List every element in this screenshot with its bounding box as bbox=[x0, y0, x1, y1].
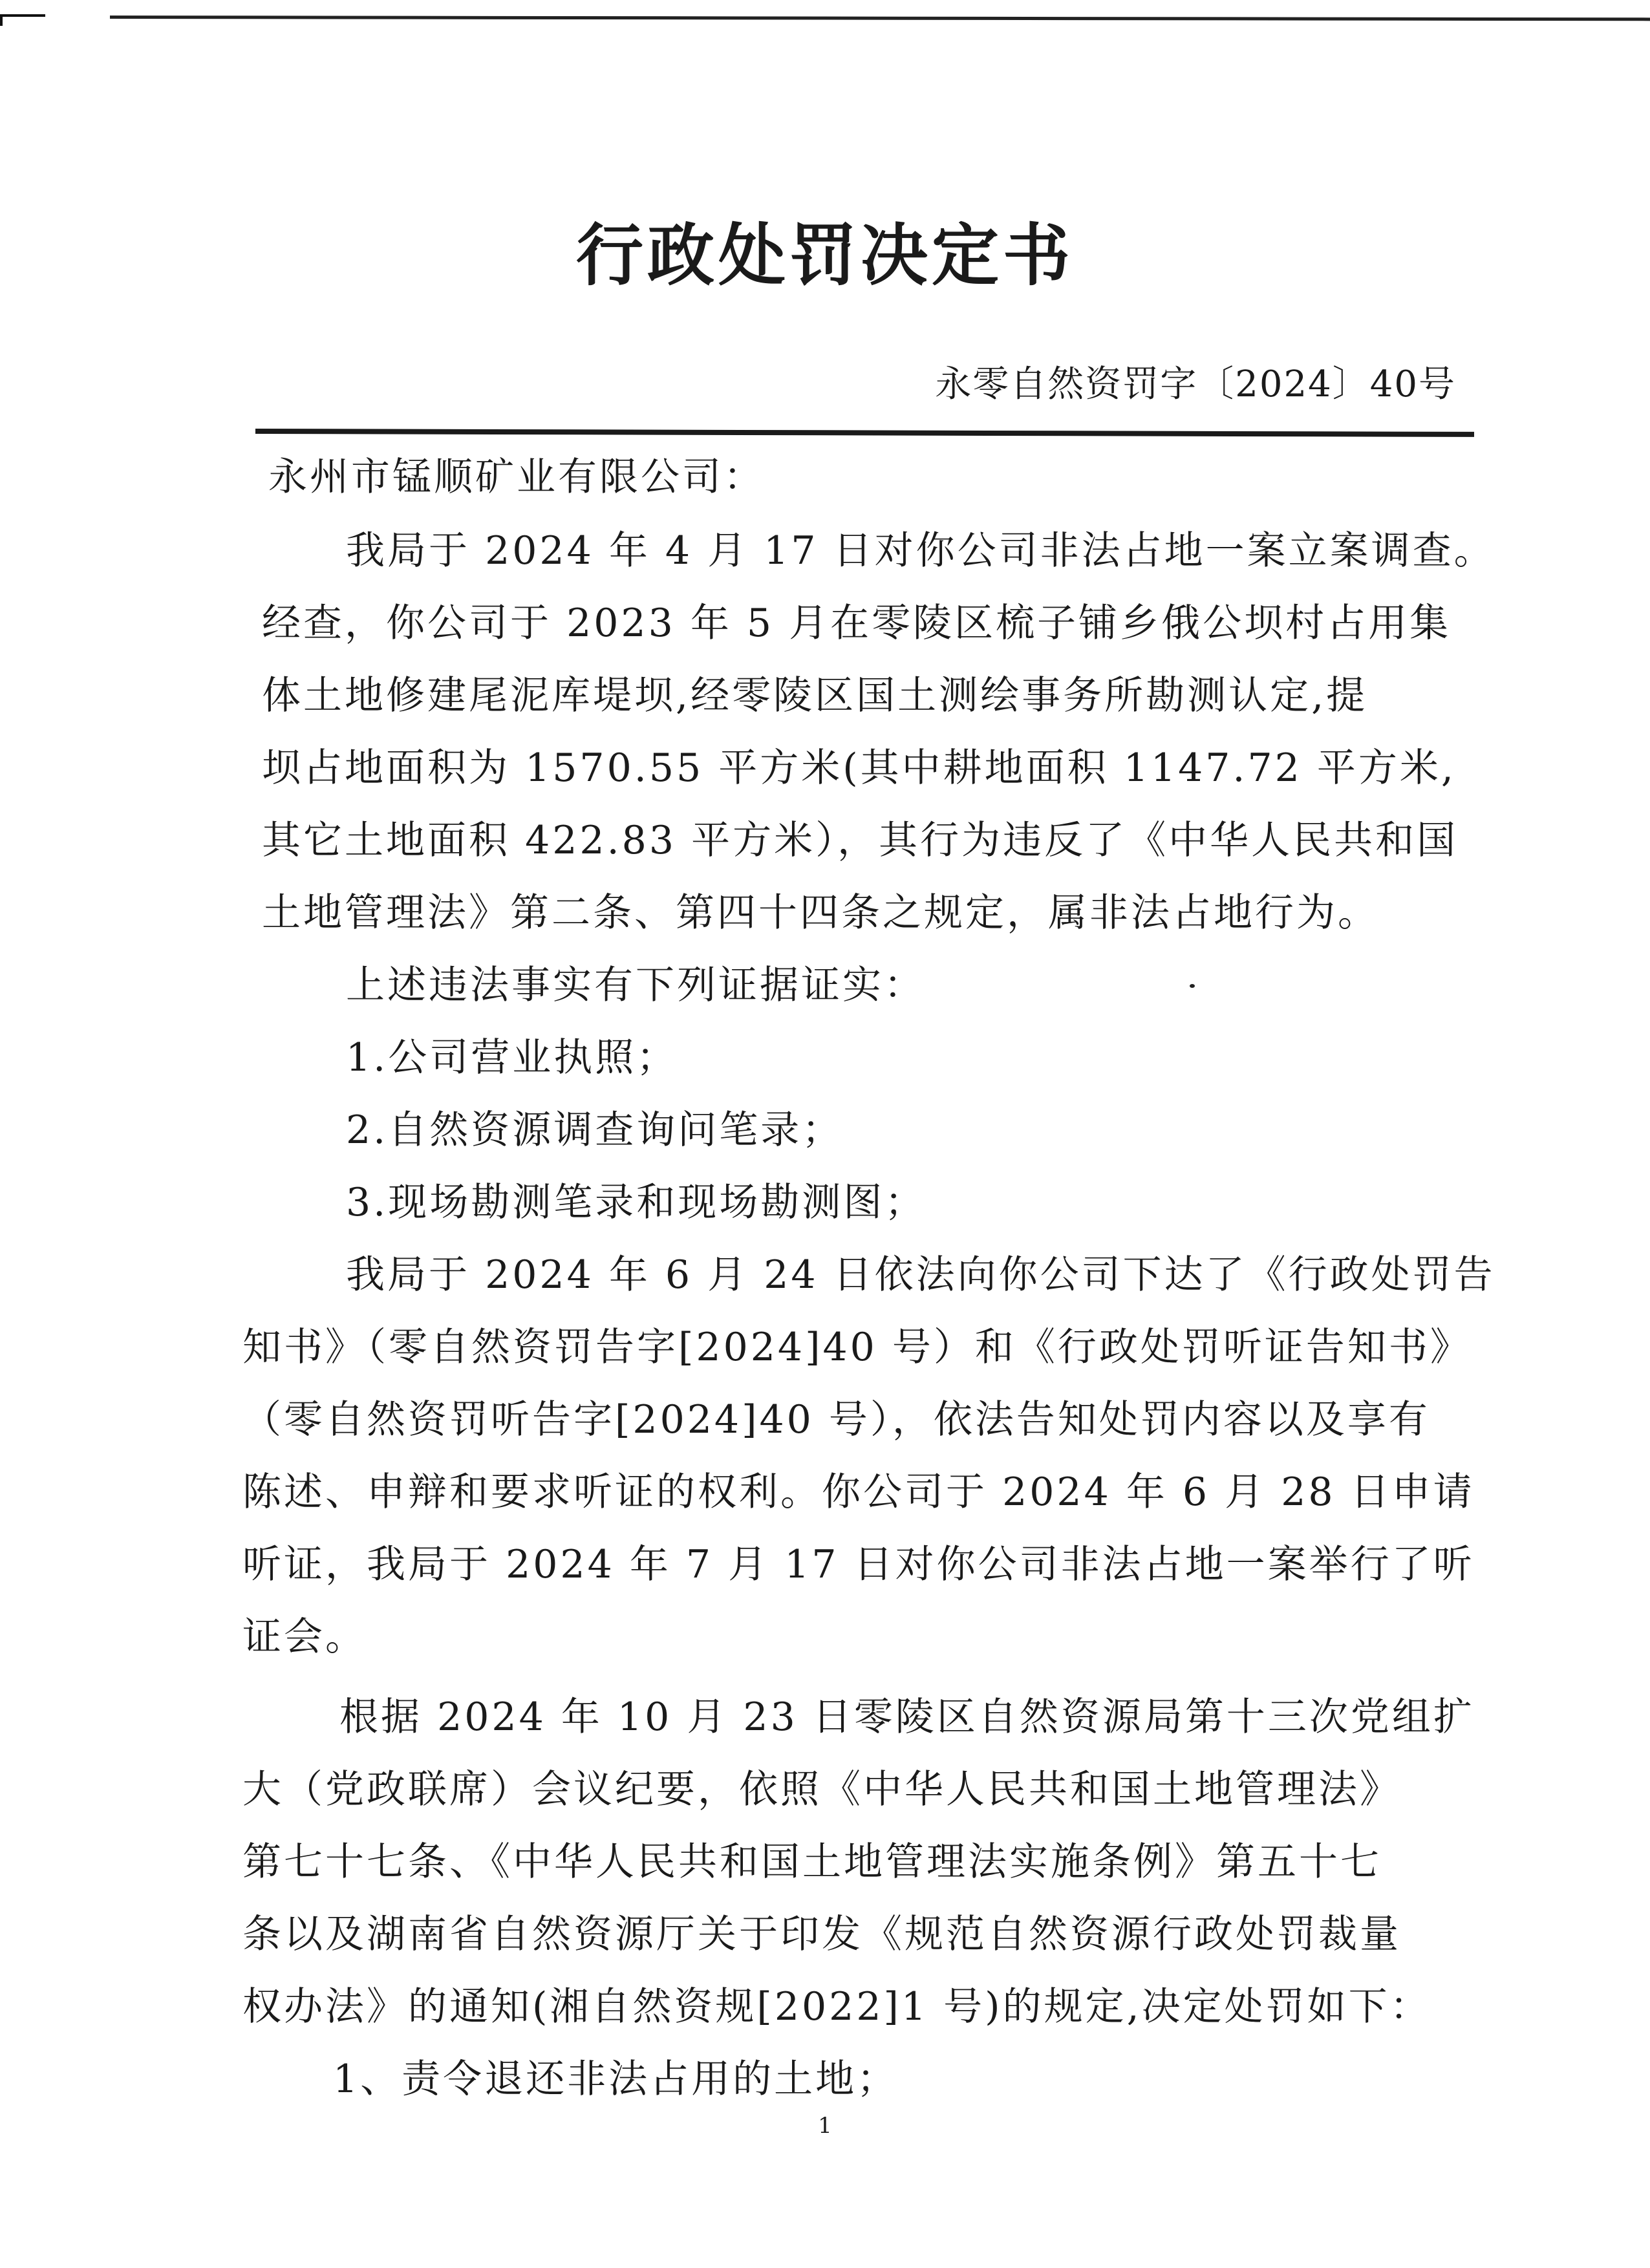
body-line: 我局于 2024 年 6 月 24 日依法向你公司下达了《行政处罚告 bbox=[346, 1252, 1495, 1298]
evidence-item: 2.自然资源调查询问笔录； bbox=[346, 1107, 844, 1153]
body-line: （零自然资罚听告字[2024]40 号），依法告知处罚内容以及享有 bbox=[242, 1397, 1430, 1442]
body-line: 上述违法事实有下列证据证实： bbox=[346, 963, 925, 1008]
decision-item: 1、责令退还非法占用的土地； bbox=[333, 2057, 899, 2102]
scan-corner-mark bbox=[0, 14, 45, 17]
header-rule bbox=[255, 429, 1474, 437]
evidence-item: 3.现场勘测笔录和现场勘测图； bbox=[346, 1180, 927, 1225]
body-line: 其它土地面积 422.83 平方米），其行为违反了《中华人民共和国 bbox=[262, 818, 1459, 863]
scan-corner-mark-vertical bbox=[0, 14, 3, 26]
body-line: 权办法》的通知(湘自然资规[2022]1 号)的规定,决定处罚如下： bbox=[242, 1984, 1431, 2029]
body-line: 第七十七条、《中华人民共和国土地管理法实施条例》第五十七 bbox=[242, 1839, 1382, 1885]
recipient-line: 永州市锰顺矿业有限公司： bbox=[268, 455, 765, 500]
body-line: 陈述、申辩和要求听证的权利。你公司于 2024 年 6 月 28 日申请 bbox=[242, 1470, 1475, 1515]
body-line: 经查，你公司于 2023 年 5 月在零陵区梳子铺乡俄公坝村占用集 bbox=[262, 601, 1452, 646]
document-title: 行政处罚决定书 bbox=[575, 215, 1074, 295]
body-line: 坝占地面积为 1570.55 平方米(其中耕地面积 1147.72 平方米, bbox=[262, 745, 1456, 791]
page-number: 1 bbox=[818, 2113, 832, 2139]
scan-speck bbox=[1190, 984, 1195, 988]
body-line: 大（党政联席）会议纪要，依照《中华人民共和国土地管理法》 bbox=[242, 1767, 1401, 1812]
body-line: 证会。 bbox=[242, 1614, 367, 1660]
body-line: 我局于 2024 年 4 月 17 日对你公司非法占地一案立案调查。 bbox=[346, 528, 1495, 573]
body-line: 土地管理法》第二条、第四十四条之规定，属非法占地行为。 bbox=[262, 890, 1379, 936]
body-line: 听证，我局于 2024 年 7 月 17 日对你公司非法占地一案举行了听 bbox=[242, 1542, 1475, 1587]
scan-top-edge-line bbox=[110, 16, 1650, 21]
body-line: 体土地修建尾泥库堤坝,经零陵区国土测绘事务所勘测认定,提 bbox=[262, 673, 1368, 718]
body-line: 根据 2024 年 10 月 23 日零陵区自然资源局第十三次党组扩 bbox=[339, 1695, 1475, 1740]
evidence-item: 1.公司营业执照； bbox=[346, 1035, 678, 1080]
body-line: 条以及湖南省自然资源厅关于印发《规范自然资源行政处罚裁量 bbox=[242, 1912, 1401, 1957]
body-line: 知书》（零自然资罚告字[2024]40 号）和《行政处罚听证告知书》 bbox=[242, 1325, 1472, 1370]
document-number: 永零自然资罚字〔2024〕40号 bbox=[935, 363, 1456, 405]
